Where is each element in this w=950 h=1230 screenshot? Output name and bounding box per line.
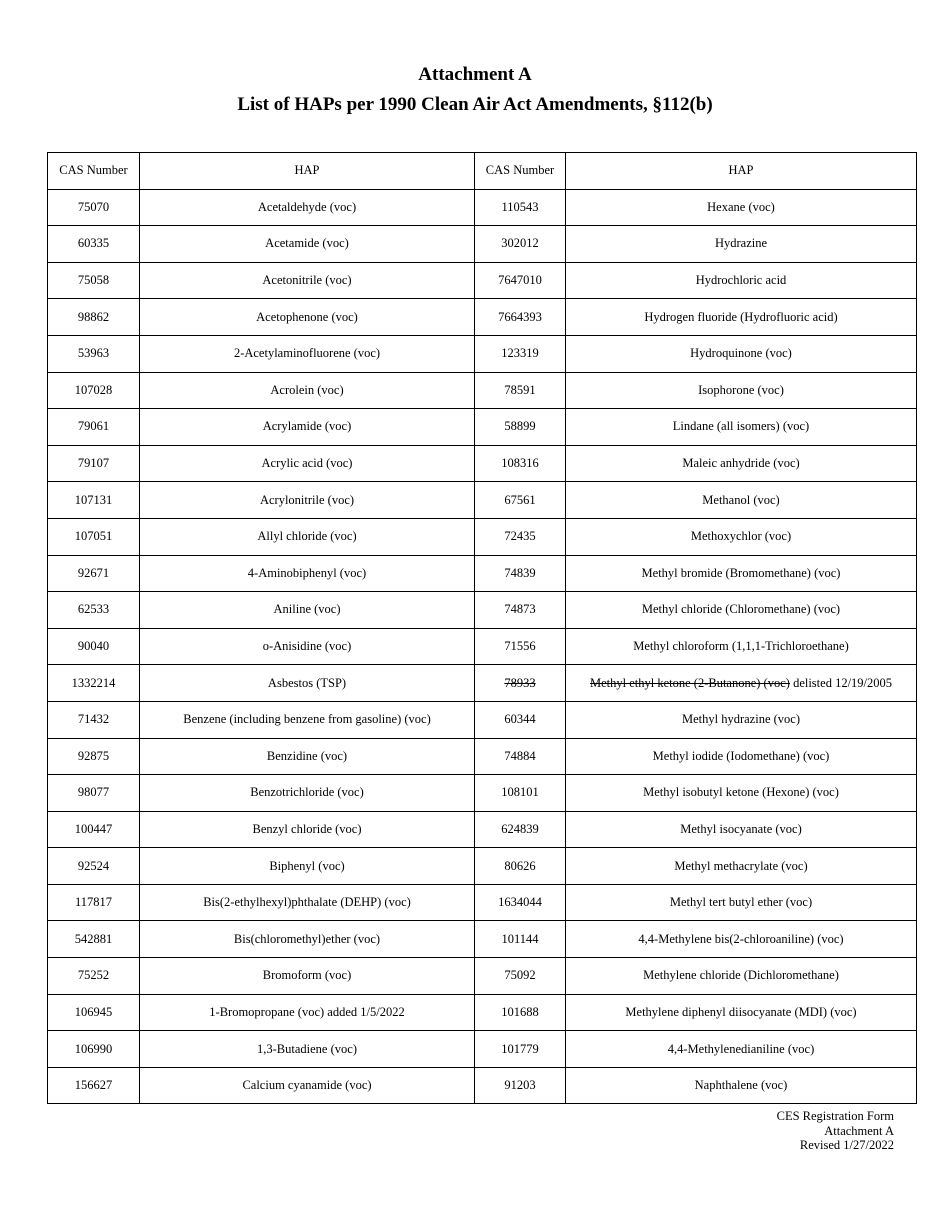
hap-name-cell [140,811,475,848]
hap-name-cell-text: Methyl hydrazine (voc) [681,712,800,727]
cas-number-cell [475,555,566,592]
cas-number-cell [475,738,566,775]
table-row [48,592,917,629]
hap-name-cell [140,665,475,702]
cas-number-cell-text: 90040 [77,639,110,654]
column-header-hap: HAP [140,153,475,190]
hap-name-cell-text: Acetonitrile (voc) [262,273,352,288]
hap-name-cell [140,738,475,775]
cas-number-cell-text: 67561 [504,492,536,507]
table-row [48,628,917,665]
cas-number-cell-text: 101144 [501,931,539,946]
table-row [48,189,917,226]
cas-number-cell-text: 92875 [77,748,110,763]
hap-name-cell [140,409,475,446]
hap-name-cell-text: 4,4-Methylene bis(2-chloroaniline) (voc) [638,931,844,946]
cas-number-cell-text: 108316 [501,456,539,471]
cas-number-cell-text: 107051 [74,529,113,544]
cas-number-cell [475,226,566,263]
cas-number-cell-text: 75058 [77,273,110,288]
cas-number-cell-text: 74839 [504,565,536,580]
cas-number-cell [475,518,566,555]
hap-name-cell-text: Methylene chloride (Dichloromethane) [643,968,839,983]
cas-number-cell-text: 542881 [74,931,113,946]
hap-name-cell [140,994,475,1031]
hap-name-cell [566,299,917,336]
cas-number-cell-text: 74873 [504,602,536,617]
cas-number-cell [475,628,566,665]
cas-number-cell-text: 75092 [504,968,536,983]
hap-name-cell-text: 2-Acetylaminofluorene (voc) [233,346,381,361]
cas-number-cell [475,958,566,995]
hap-name-cell-text: 4,4-Methylenedianiline (voc) [667,1041,815,1056]
table-row [48,482,917,519]
cas-number-cell [475,701,566,738]
cas-number-cell-text: 107028 [74,382,113,397]
cas-number-cell-text: 60335 [77,236,110,251]
hap-name-cell [566,372,917,409]
cas-number-cell-text: 107131 [74,492,113,507]
cas-number-cell [48,262,140,299]
table-row [48,958,917,995]
table-row [48,738,917,775]
column-header-cas-number: CAS Number [475,153,566,190]
hap-name-cell-text: Bromoform (voc) [262,968,352,983]
cas-number-cell-text: 101688 [501,1004,539,1019]
table-row [48,1031,917,1068]
footer-revised-date: Revised 1/27/2022 [799,1138,894,1152]
cas-number-cell [48,738,140,775]
hap-name-cell-text: Aniline (voc) [273,602,341,617]
cas-number-cell [48,848,140,885]
cas-number-cell-text: 302012 [501,236,539,251]
cas-number-cell [475,189,566,226]
table-row [48,518,917,555]
table-row [48,884,917,921]
hap-name-cell [140,848,475,885]
hap-name-cell [140,335,475,372]
hap-name-cell-text: Methyl iodide (Iodomethane) (voc) [652,748,830,763]
table-row [48,409,917,446]
table-row [48,848,917,885]
cas-number-cell [475,665,566,702]
hap-name-cell [140,1067,475,1104]
hap-name-cell-text: Benzyl chloride (voc) [252,821,362,836]
cas-number-cell-text: 92671 [77,565,110,580]
cas-number-cell-text: 92524 [77,858,110,873]
hap-name-cell [140,189,475,226]
hap-name-cell-text: Benzidine (voc) [266,748,348,763]
cas-number-cell [48,884,140,921]
hap-name-cell-text: Allyl chloride (voc) [257,529,357,544]
cas-number-cell-text: 62533 [77,602,110,617]
cas-number-cell-text: 108101 [501,785,539,800]
footer-attachment: Attachment A [824,1123,894,1138]
cas-number-cell [48,665,140,702]
hap-name-cell [140,958,475,995]
cas-number-cell [48,226,140,263]
hap-name-cell-text: Hydrochloric acid [695,273,787,288]
hap-name-cell-text: Methyl ethyl ketone (2-Butanone) (voc) [589,675,790,690]
page-subtitle: List of HAPs per 1990 Clean Air Act Amendments, §112(b) [237,94,713,115]
hap-name-cell-text: Acetophenone (voc) [256,309,358,324]
cas-number-cell-text: 71556 [504,639,536,654]
cas-number-cell [475,994,566,1031]
hap-name-cell [566,262,917,299]
cas-number-cell [475,299,566,336]
hap-name-cell-text: Acetamide (voc) [265,236,349,251]
hap-name-cell [566,921,917,958]
cas-number-cell [475,372,566,409]
cas-number-cell-text: 624839 [501,821,539,836]
cas-number-cell [475,848,566,885]
table-row [48,701,917,738]
cas-number-cell [475,592,566,629]
cas-number-cell-text: 74884 [504,748,536,763]
table-row [48,994,917,1031]
table-row [48,665,917,702]
hap-name-cell [566,738,917,775]
cas-number-cell [48,1031,140,1068]
hap-name-cell-text: Methylene diphenyl diisocyanate (MDI) (voc) [625,1004,857,1019]
cas-number-cell-text: 60344 [504,712,536,727]
cas-number-cell-text: 100447 [74,821,113,836]
cas-number-cell-text: 156627 [74,1078,113,1093]
cas-number-cell-text: 110543 [501,199,539,214]
hap-name-cell-text: Methanol (voc) [702,492,780,507]
page-title: Attachment A [418,64,532,85]
table-row [48,262,917,299]
hap-name-cell [140,555,475,592]
hap-name-cell-text: o-Anisidine (voc) [262,639,352,654]
cas-number-cell [475,445,566,482]
cas-number-cell [48,628,140,665]
hap-name-cell [566,592,917,629]
hap-name-cell-text: Methyl chloroform (1,1,1-Trichloroethane) [633,639,849,654]
column-header-cas-number: CAS Number [48,153,140,190]
table-row [48,1067,917,1104]
cas-number-cell [475,409,566,446]
cas-number-cell-text: 53963 [77,346,110,361]
delisted-note: delisted 12/19/2005 [789,675,893,690]
cas-number-cell [48,482,140,519]
cas-number-cell [475,1067,566,1104]
hap-name-cell [140,299,475,336]
cas-number-cell-text: 106990 [74,1041,113,1056]
hap-name-cell [566,884,917,921]
cas-number-cell-text: 75252 [77,968,110,983]
cas-number-cell-text: 75070 [77,199,110,214]
table-row [48,226,917,263]
cas-number-cell [48,921,140,958]
cas-number-cell-text: 101779 [501,1041,539,1056]
cas-number-cell [48,958,140,995]
cas-number-cell-text: 58899 [504,419,536,434]
cas-number-cell [475,482,566,519]
hap-name-cell-text: Maleic anhydride (voc) [682,456,800,471]
hap-name-cell-text: Bis(2-ethylhexyl)phthalate (DEHP) (voc) [203,895,411,910]
hap-name-cell [566,409,917,446]
hap-name-cell [566,1067,917,1104]
hap-name-cell [566,518,917,555]
hap-name-cell-text: Acetaldehyde (voc) [257,199,357,214]
cas-number-cell-text: 78591 [504,382,536,397]
table-row [48,372,917,409]
hap-name-cell [140,445,475,482]
hap-name-cell-text: Hydroquinone (voc) [690,346,792,361]
cas-number-cell [48,701,140,738]
footer-note [777,1109,894,1153]
cas-number-cell-text: 98077 [77,785,110,800]
hap-name-cell [566,628,917,665]
hap-name-cell-text: Methyl methacrylate (voc) [674,858,808,873]
hap-name-cell [566,811,917,848]
hap-name-cell [566,701,917,738]
hap-name-cell [566,335,917,372]
column-header-hap: HAP [566,153,917,190]
hap-name-cell [566,555,917,592]
hap-name-cell-text: Hydrogen fluoride (Hydrofluoric acid) [644,309,838,324]
hap-name-cell-text: Calcium cyanamide (voc) [242,1078,372,1093]
hap-name-cell [140,592,475,629]
hap-name-cell [140,226,475,263]
hap-name-cell-text: Acrolein (voc) [270,382,344,397]
cas-number-cell-text: 117817 [74,895,113,910]
hap-name-cell [566,482,917,519]
hap-name-cell-text: Acrylonitrile (voc) [259,492,355,507]
cas-number-cell [475,775,566,812]
cas-number-cell [48,1067,140,1104]
table-row [48,811,917,848]
cas-number-cell-text: 91203 [504,1078,536,1093]
hap-name-cell-text: Isophorone (voc) [698,382,784,397]
hap-name-cell [140,518,475,555]
table-row [48,445,917,482]
cas-number-cell-text: 71432 [77,712,110,727]
cas-number-cell [48,775,140,812]
hap-name-cell-text: Naphthalene (voc) [694,1078,788,1093]
cas-number-cell [48,409,140,446]
hap-name-cell [566,189,917,226]
hap-name-cell [140,372,475,409]
hap-name-cell-text: Benzene (including benzene from gasoline) (voc) [183,712,431,727]
hap-table [47,152,917,1104]
hap-name-cell-text: 4-Aminobiphenyl (voc) [247,565,367,580]
hap-name-cell-text: Methyl bromide (Bromomethane) (voc) [641,565,841,580]
cas-number-cell [48,811,140,848]
cas-number-cell [48,555,140,592]
hap-name-cell [140,775,475,812]
cas-number-cell [475,1031,566,1068]
cas-number-cell [475,262,566,299]
hap-name-cell-text: Methyl chloride (Chloromethane) (voc) [641,602,841,617]
hap-name-cell [566,775,917,812]
hap-name-cell-text: Methoxychlor (voc) [690,529,792,544]
cas-number-cell [475,811,566,848]
hap-name-cell [140,701,475,738]
cas-number-cell [48,518,140,555]
hap-name-cell-text: Acrylamide (voc) [262,419,352,434]
hap-name-cell [140,921,475,958]
table-body [48,189,917,1104]
cas-number-cell [48,994,140,1031]
hap-name-cell-text: Hexane (voc) [707,199,775,214]
cas-number-cell-text: 106945 [74,1004,113,1019]
cas-number-cell [475,921,566,958]
cas-number-cell [48,372,140,409]
table-row [48,335,917,372]
cas-number-cell-text: 98862 [77,309,110,324]
footer-form-name: CES Registration Form [776,1109,894,1123]
hap-name-cell-text: Benzotrichloride (voc) [250,785,364,800]
hap-name-cell [140,884,475,921]
hap-name-cell [140,628,475,665]
table-row [48,921,917,958]
hap-name-cell [566,994,917,1031]
cas-number-cell-text: 123319 [501,346,539,361]
hap-name-cell [566,226,917,263]
hap-name-cell-text: Methyl isobutyl ketone (Hexone) (voc) [643,785,839,800]
hap-name-cell-text: Lindane (all isomers) (voc) [672,419,810,434]
cas-number-cell [48,592,140,629]
hap-name-cell [140,262,475,299]
cas-number-cell-text: 78933 [504,675,536,690]
table-row [48,775,917,812]
cas-number-cell-text: 7664393 [498,309,542,324]
table-row [48,299,917,336]
hap-name-cell [140,1031,475,1068]
cas-number-cell [475,335,566,372]
hap-name-cell-text: Bis(chloromethyl)ether (voc) [233,931,381,946]
hap-name-cell [566,1031,917,1068]
hap-name-cell [566,445,917,482]
hap-name-cell-text: 1,3-Butadiene (voc) [257,1041,357,1056]
cas-number-cell-text: 7647010 [498,273,542,288]
hap-name-cell-text: Methyl tert butyl ether (voc) [669,895,813,910]
hap-name-cell [140,482,475,519]
cas-number-cell-text: 72435 [504,529,536,544]
hap-name-cell-text: Biphenyl (voc) [269,858,345,873]
cas-number-cell [48,335,140,372]
table-row [48,555,917,592]
hap-name-cell-text: Methyl isocyanate (voc) [680,821,802,836]
cas-number-cell-text: 80626 [504,858,536,873]
cas-number-cell-text: 1634044 [498,895,542,910]
hap-name-cell-text: 1-Bromopropane (voc) added 1/5/2022 [209,1004,405,1019]
hap-name-cell-text: Hydrazine [714,236,768,251]
hap-name-cell [566,665,917,702]
cas-number-cell [48,445,140,482]
cas-number-cell-text: 79061 [77,419,110,434]
hap-name-cell-text: Acrylic acid (voc) [261,456,353,471]
hap-name-cell-text: Asbestos (TSP) [267,675,347,690]
cas-number-cell-text: 79107 [77,456,110,471]
hap-name-cell [566,848,917,885]
hap-name-cell [566,958,917,995]
table-header-row [48,153,917,190]
cas-number-cell-text: 1332214 [71,675,116,690]
cas-number-cell [48,189,140,226]
cas-number-cell [475,884,566,921]
cas-number-cell [48,299,140,336]
